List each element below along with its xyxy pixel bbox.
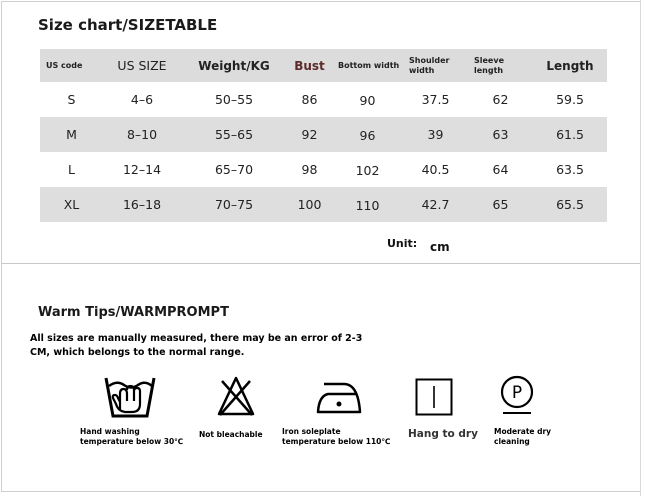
cell-bottom-width: 90 bbox=[359, 93, 376, 108]
table-row bbox=[40, 82, 607, 117]
cell-bust: 86 bbox=[301, 92, 318, 107]
cell-us-size: 12–14 bbox=[122, 162, 162, 177]
cell-length: 65.5 bbox=[533, 187, 607, 222]
hand-wash-icon bbox=[104, 374, 156, 420]
cell-sleeve-length: 65 bbox=[468, 187, 533, 222]
cell-shoulder-width: 40.5 bbox=[421, 162, 450, 177]
dry-clean-label: Moderate dry cleaning bbox=[494, 427, 552, 446]
cell-weight: 55–65 bbox=[181, 117, 287, 152]
dry-clean-p-icon bbox=[499, 374, 535, 418]
cell-sleeve-length: 64 bbox=[492, 162, 509, 177]
hang-dry-label: Hang to dry bbox=[408, 428, 478, 440]
header-us-size: US SIZE bbox=[103, 49, 181, 82]
cell-shoulder-width: 42.7 bbox=[403, 187, 468, 222]
measurement-note: All sizes are manually measured, there may be an error of 2-3 CM, which belongs to the normal range. bbox=[30, 333, 363, 358]
header-bottom-width: Bottom width bbox=[332, 49, 403, 82]
header-shoulder-width: Shoulder width bbox=[403, 49, 468, 82]
iron-low-icon bbox=[316, 380, 362, 416]
hang-dry-icon bbox=[415, 378, 453, 416]
header-weight: Weight/KG bbox=[181, 49, 287, 82]
cell-bottom-width: 102 bbox=[355, 163, 380, 178]
section-divider bbox=[2, 263, 640, 264]
cell-length: 59.5 bbox=[556, 92, 584, 107]
cell-bottom-width: 110 bbox=[332, 187, 403, 222]
cell-us-code: XL bbox=[40, 187, 103, 222]
cell-length: 61.5 bbox=[533, 117, 607, 152]
iron-label: Iron soleplate temperature below 110℃ bbox=[282, 427, 391, 446]
table-header-row bbox=[40, 49, 607, 82]
cell-us-code: S bbox=[67, 92, 76, 107]
cell-bottom-width: 96 bbox=[332, 117, 403, 152]
cell-shoulder-width: 39 bbox=[403, 117, 468, 152]
cell-bust: 92 bbox=[287, 117, 332, 152]
cell-shoulder-width: 37.5 bbox=[421, 92, 450, 107]
cell-us-code: M bbox=[40, 117, 103, 152]
no-bleach-icon bbox=[216, 375, 256, 417]
cell-length: 63.5 bbox=[556, 162, 584, 177]
cell-sleeve-length: 62 bbox=[492, 92, 509, 107]
size-table bbox=[40, 49, 607, 222]
cell-bust: 100 bbox=[287, 187, 332, 222]
cell-weight: 70–75 bbox=[181, 187, 287, 222]
unit-label: Unit: bbox=[387, 237, 418, 250]
hand-wash-label: Hand washing temperature below 30℃ bbox=[80, 427, 184, 446]
tips-title: Warm Tips/WARMPROMPT bbox=[38, 305, 229, 320]
unit-value: cm bbox=[430, 240, 450, 254]
table-row bbox=[40, 187, 607, 222]
cell-us-code: L bbox=[68, 162, 75, 177]
cell-bust: 98 bbox=[301, 162, 318, 177]
cell-us-size: 4–6 bbox=[130, 92, 154, 107]
size-chart-title: Size chart/SIZETABLE bbox=[38, 16, 218, 34]
cell-sleeve-length: 63 bbox=[468, 117, 533, 152]
no-bleach-label: Not bleachable bbox=[199, 430, 263, 439]
header-us-code: US code bbox=[40, 49, 103, 82]
svg-text:P: P bbox=[511, 383, 523, 403]
header-length: Length bbox=[533, 49, 607, 82]
cell-weight: 65–70 bbox=[214, 162, 254, 177]
header-sleeve-length: Sleeve length bbox=[468, 49, 533, 82]
page-edge-rule bbox=[640, 0, 641, 496]
cell-us-size: 8–10 bbox=[103, 117, 181, 152]
header-bust: Bust bbox=[287, 49, 332, 82]
cell-us-size: 16–18 bbox=[103, 187, 181, 222]
table-row bbox=[40, 117, 607, 152]
table-row bbox=[40, 152, 607, 187]
cell-weight: 50–55 bbox=[214, 92, 254, 107]
